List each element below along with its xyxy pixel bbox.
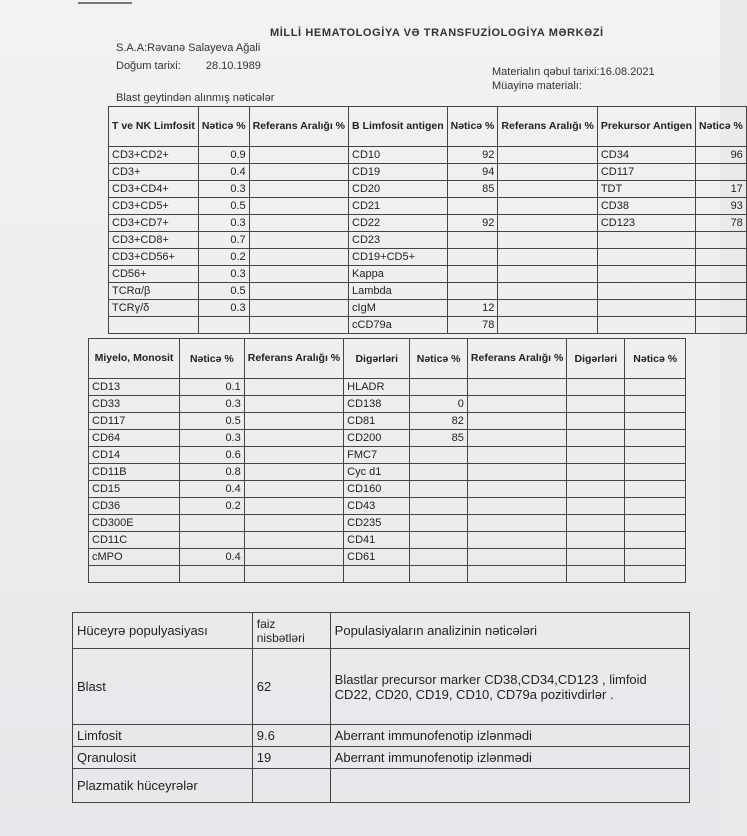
other-marker: CD138	[344, 396, 410, 413]
other2-marker	[567, 379, 625, 396]
b-marker: Lambda	[349, 283, 448, 300]
table-row	[89, 413, 686, 430]
tnk-value: 0.5	[198, 283, 249, 300]
precursor-value: 93	[696, 198, 747, 215]
other2-marker	[567, 481, 625, 498]
other-reference	[467, 481, 566, 498]
population-result: Aberrant immunofenotip izlənmədi	[330, 747, 689, 769]
precursor-value: 78	[696, 215, 747, 232]
dob-row	[116, 60, 261, 72]
myelo-value: 0.1	[180, 379, 245, 396]
tnk-reference	[249, 181, 348, 198]
col-others: Digərləri	[344, 339, 410, 379]
other-value	[410, 481, 468, 498]
summary-row	[73, 649, 690, 725]
main-table	[108, 106, 747, 334]
table-row	[109, 266, 747, 283]
tnk-value: 0.7	[198, 232, 249, 249]
col-result: Nəticə %	[198, 107, 249, 147]
tnk-marker: CD56+	[109, 266, 199, 283]
myelo-marker: CD300E	[89, 515, 180, 532]
table-row	[89, 447, 686, 464]
other-marker: FMC7	[344, 447, 410, 464]
myelo-marker: CD33	[89, 396, 180, 413]
b-marker: cIgM	[349, 300, 448, 317]
precursor-value	[696, 283, 747, 300]
other2-value	[625, 413, 686, 430]
table-row	[89, 532, 686, 549]
b-value: 94	[447, 164, 498, 181]
other2-marker	[567, 515, 625, 532]
precursor-marker	[597, 317, 695, 334]
myelo-value: 0.2	[180, 498, 245, 515]
myelo-reference	[244, 549, 343, 566]
b-marker: CD22	[349, 215, 448, 232]
b-marker: CD19+CD5+	[349, 249, 448, 266]
tnk-marker: TCRγ/δ	[109, 300, 199, 317]
precursor-value	[696, 317, 747, 334]
tnk-value: 0.3	[198, 266, 249, 283]
other-reference	[467, 430, 566, 447]
top-line	[78, 2, 132, 4]
myelo-reference	[244, 379, 343, 396]
other-marker: Cyc d1	[344, 464, 410, 481]
col-others2: Digərləri	[567, 339, 625, 379]
precursor-value	[696, 300, 747, 317]
other2-value	[625, 481, 686, 498]
other2-value	[625, 532, 686, 549]
myelo-reference	[244, 447, 343, 464]
col-reference2-b: Referans Aralığı %	[467, 339, 566, 379]
precursor-marker: CD117	[597, 164, 695, 181]
section-title: Blast geytindən alınmış nəticələr	[116, 92, 275, 104]
tnk-marker: CD3+CD8+	[109, 232, 199, 249]
precursor-marker	[597, 266, 695, 283]
other-marker: CD160	[344, 481, 410, 498]
col-reference2: Referans Aralığı %	[498, 107, 597, 147]
table-row	[89, 549, 686, 566]
myelo-value	[180, 532, 245, 549]
b-value	[447, 198, 498, 215]
tnk-reference	[249, 266, 348, 283]
table-row	[109, 147, 747, 164]
tnk-marker	[109, 317, 199, 334]
col-reference: Referans Aralığı %	[249, 107, 348, 147]
b-marker: Kappa	[349, 266, 448, 283]
summary-col1: Hüceyrə populyasiyası	[73, 613, 253, 649]
other-value	[410, 566, 468, 583]
table-row	[109, 181, 747, 198]
b-value: 92	[447, 215, 498, 232]
other-marker: CD81	[344, 413, 410, 430]
bottom-section	[89, 339, 686, 583]
population-name: Qranulosit	[73, 747, 253, 769]
myelo-reference	[244, 481, 343, 498]
myelo-reference	[244, 430, 343, 447]
other-marker: CD61	[344, 549, 410, 566]
b-reference	[498, 249, 597, 266]
other2-marker	[567, 413, 625, 430]
precursor-marker: CD38	[597, 198, 695, 215]
other-reference	[467, 413, 566, 430]
b-reference	[498, 266, 597, 283]
b-reference	[498, 300, 597, 317]
b-reference	[498, 317, 597, 334]
tnk-reference	[249, 317, 348, 334]
population-name: Plazmatik hüceyrələr	[73, 769, 253, 803]
population-result: Aberrant immunofenotip izlənmədi	[330, 725, 689, 747]
b-marker: CD21	[349, 198, 448, 215]
other-value: 85	[410, 430, 468, 447]
other2-value	[625, 430, 686, 447]
precursor-value	[696, 266, 747, 283]
b-value: 85	[447, 181, 498, 198]
other-marker: CD41	[344, 532, 410, 549]
summary-header	[73, 613, 690, 649]
col-tnk: T ve NK Limfosit	[109, 107, 199, 147]
myelo-reference	[244, 464, 343, 481]
myelo-marker	[89, 566, 180, 583]
tnk-reference	[249, 164, 348, 181]
other-value	[410, 498, 468, 515]
table-row	[109, 198, 747, 215]
summary-row	[73, 747, 690, 769]
col-result-b: Nəticə %	[180, 339, 245, 379]
other-value	[410, 515, 468, 532]
myelo-marker: CD11B	[89, 464, 180, 481]
population-percent: 62	[252, 649, 330, 725]
other-value	[410, 549, 468, 566]
myelo-value	[180, 566, 245, 583]
b-value: 92	[447, 147, 498, 164]
myelo-reference	[244, 566, 343, 583]
population-name: Blast	[73, 649, 253, 725]
b-marker: CD10	[349, 147, 448, 164]
table-row	[89, 481, 686, 498]
b-marker: CD20	[349, 181, 448, 198]
population-percent	[252, 769, 330, 803]
b-reference	[498, 164, 597, 181]
myelo-marker: CD14	[89, 447, 180, 464]
summary-table	[72, 612, 690, 803]
b-reference	[498, 232, 597, 249]
myelo-marker: CD11C	[89, 532, 180, 549]
b-reference	[498, 181, 597, 198]
col-blimfosit: B Limfosit antigen	[349, 107, 448, 147]
population-name: Limfosit	[73, 725, 253, 747]
tnk-reference	[249, 283, 348, 300]
population-result	[330, 769, 689, 803]
other2-marker	[567, 532, 625, 549]
other-reference	[467, 498, 566, 515]
other-reference	[467, 532, 566, 549]
b-value	[447, 266, 498, 283]
myelo-value: 0.4	[180, 549, 245, 566]
col-result3: Nəticə %	[696, 107, 747, 147]
other2-value	[625, 396, 686, 413]
tnk-reference	[249, 300, 348, 317]
summary-col2: faiz nisbətləri	[252, 613, 330, 649]
other2-marker	[567, 396, 625, 413]
precursor-value	[696, 249, 747, 266]
dob-label: Doğum tarixi:	[116, 60, 181, 72]
other-reference	[467, 515, 566, 532]
other2-value	[625, 498, 686, 515]
other-reference	[467, 464, 566, 481]
precursor-value	[696, 164, 747, 181]
precursor-value	[696, 232, 747, 249]
tnk-marker: CD3+CD2+	[109, 147, 199, 164]
precursor-marker	[597, 232, 695, 249]
other-value	[410, 464, 468, 481]
summary-rows	[73, 649, 690, 803]
b-value	[447, 249, 498, 266]
precursor-marker	[597, 249, 695, 266]
other-reference	[467, 396, 566, 413]
tnk-marker: CD3+CD56+	[109, 249, 199, 266]
summary-row	[73, 725, 690, 747]
b-value: 78	[447, 317, 498, 334]
other2-marker	[567, 430, 625, 447]
b-reference	[498, 198, 597, 215]
myelo-reference	[244, 498, 343, 515]
precursor-value: 17	[696, 181, 747, 198]
myelo-marker: CD13	[89, 379, 180, 396]
table-row	[89, 566, 686, 583]
table-row	[109, 215, 747, 232]
other2-value	[625, 447, 686, 464]
precursor-value: 96	[696, 147, 747, 164]
other-marker: CD235	[344, 515, 410, 532]
b-reference	[498, 215, 597, 232]
tnk-reference	[249, 249, 348, 266]
myelo-marker: CD15	[89, 481, 180, 498]
other2-marker	[567, 447, 625, 464]
patient-name: S.A.A:Rəvanə Salayeva Ağali	[116, 42, 261, 54]
other2-value	[625, 549, 686, 566]
tnk-value: 0.5	[198, 198, 249, 215]
summary-col3: Populasiyaların analizinin nəticələri	[330, 613, 689, 649]
myelo-reference	[244, 532, 343, 549]
b-reference	[498, 283, 597, 300]
myelo-marker: CD36	[89, 498, 180, 515]
precursor-marker: CD34	[597, 147, 695, 164]
other-marker	[344, 566, 410, 583]
header-row-top	[109, 107, 747, 147]
myelo-value: 0.8	[180, 464, 245, 481]
tnk-reference	[249, 198, 348, 215]
col-result2-b: Nəticə %	[410, 339, 468, 379]
table-row	[89, 396, 686, 413]
other2-value	[625, 515, 686, 532]
myelo-value: 0.4	[180, 481, 245, 498]
tnk-value	[198, 317, 249, 334]
precursor-marker: CD123	[597, 215, 695, 232]
other-marker: HLADR	[344, 379, 410, 396]
myelo-marker: CD117	[89, 413, 180, 430]
population-percent: 9.6	[252, 725, 330, 747]
other-value	[410, 447, 468, 464]
other-marker: CD200	[344, 430, 410, 447]
other2-marker	[567, 566, 625, 583]
tnk-value: 0.3	[198, 300, 249, 317]
table-row	[109, 164, 747, 181]
other-value: 0	[410, 396, 468, 413]
table-row	[89, 430, 686, 447]
other-value: 82	[410, 413, 468, 430]
precursor-marker: TDT	[597, 181, 695, 198]
col-myelo: Miyelo, Monosit	[89, 339, 180, 379]
tnk-value: 0.3	[198, 215, 249, 232]
tnk-reference	[249, 147, 348, 164]
myelo-value: 0.3	[180, 396, 245, 413]
tnk-value: 0.3	[198, 181, 249, 198]
table-row	[109, 249, 747, 266]
other2-marker	[567, 464, 625, 481]
tnk-marker: CD3+CD7+	[109, 215, 199, 232]
material-type: Müayinə materialı:	[492, 80, 582, 92]
other-reference	[467, 566, 566, 583]
b-value: 12	[447, 300, 498, 317]
other-value	[410, 379, 468, 396]
table-row	[109, 283, 747, 300]
myelo-value: 0.6	[180, 447, 245, 464]
summary-row	[73, 769, 690, 803]
tnk-reference	[249, 232, 348, 249]
myelo-marker: CD64	[89, 430, 180, 447]
b-marker: cCD79a	[349, 317, 448, 334]
b-reference	[498, 147, 597, 164]
tnk-value: 0.2	[198, 249, 249, 266]
b-value	[447, 283, 498, 300]
tnk-reference	[249, 215, 348, 232]
myelo-reference	[244, 396, 343, 413]
myelo-value	[180, 515, 245, 532]
other2-value	[625, 566, 686, 583]
other2-marker	[567, 549, 625, 566]
other-marker: CD43	[344, 498, 410, 515]
table-row	[89, 379, 686, 396]
precursor-marker	[597, 283, 695, 300]
tnk-marker: TCRα/β	[109, 283, 199, 300]
population-percent: 19	[252, 747, 330, 769]
col-result3-b: Nəticə %	[625, 339, 686, 379]
col-precursor: Prekursor Antigen	[597, 107, 695, 147]
myelo-marker: cMPO	[89, 549, 180, 566]
other2-value	[625, 379, 686, 396]
top-section	[109, 107, 747, 334]
dob-value: 28.10.1989	[205, 60, 261, 72]
myelo-reference	[244, 413, 343, 430]
b-marker: CD19	[349, 164, 448, 181]
myelo-value: 0.5	[180, 413, 245, 430]
other-reference	[467, 549, 566, 566]
myelo-value: 0.3	[180, 430, 245, 447]
table-row	[89, 464, 686, 481]
table-row	[109, 232, 747, 249]
other-value	[410, 532, 468, 549]
precursor-marker	[597, 300, 695, 317]
material-date: Materialın qəbul tarixi:16.08.2021	[492, 66, 655, 78]
table-row	[89, 498, 686, 515]
table-row	[109, 300, 747, 317]
other-reference	[467, 447, 566, 464]
page-title: MİLLİ HEMATOLOGİYA VƏ TRANSFUZİOLOGİYA MƏRKƏZİ	[270, 27, 604, 39]
tnk-marker: CD3+	[109, 164, 199, 181]
population-result: Blastlar precursor marker CD38,CD34,CD123 , limfoid CD22, CD20, CD19, CD10, CD79a pozitivdirlər .	[330, 649, 689, 725]
bottom-table	[88, 338, 686, 583]
table-row	[109, 317, 747, 334]
tnk-marker: CD3+CD4+	[109, 181, 199, 198]
other-reference	[467, 379, 566, 396]
header-row-bottom	[89, 339, 686, 379]
table-row	[89, 515, 686, 532]
myelo-reference	[244, 515, 343, 532]
other2-marker	[567, 498, 625, 515]
col-reference-b: Referans Aralığı %	[244, 339, 343, 379]
tnk-value: 0.4	[198, 164, 249, 181]
tnk-marker: CD3+CD5+	[109, 198, 199, 215]
b-value	[447, 232, 498, 249]
b-marker: CD23	[349, 232, 448, 249]
col-result2: Nəticə %	[447, 107, 498, 147]
other2-value	[625, 464, 686, 481]
tnk-value: 0.9	[198, 147, 249, 164]
